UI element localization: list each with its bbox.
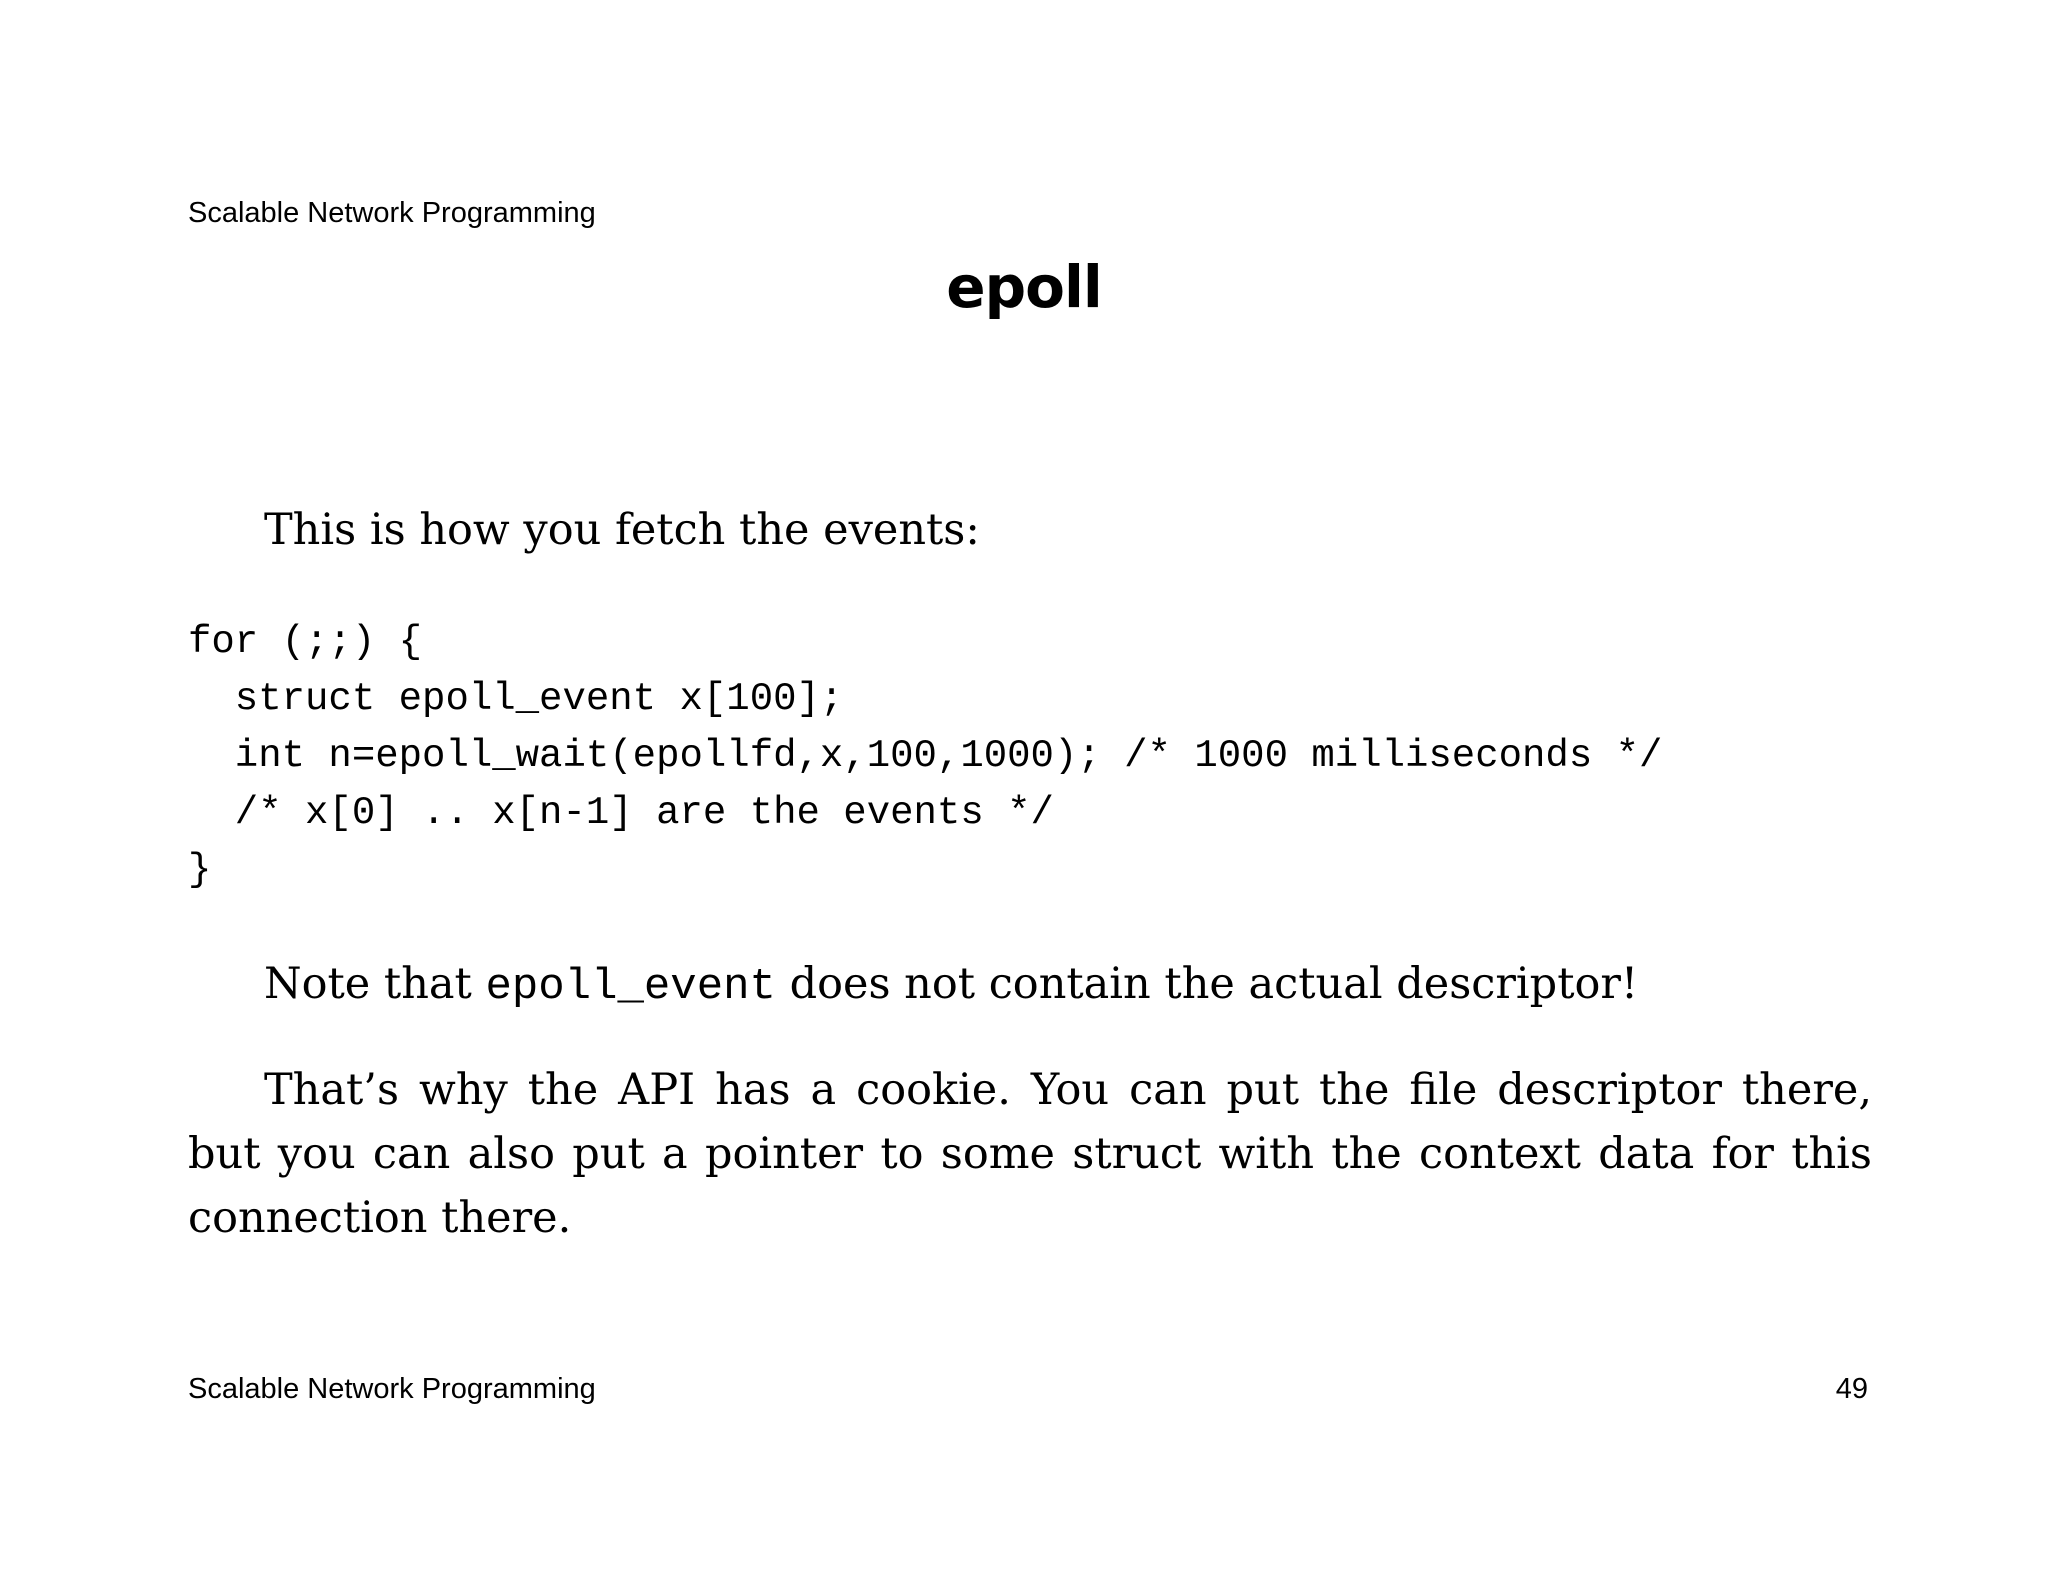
note-text-after: does not contain the actual descriptor! xyxy=(775,959,1639,1009)
running-footer: Scalable Network Programming xyxy=(188,1373,596,1405)
page-number: 49 xyxy=(1835,1373,1868,1405)
note-paragraph xyxy=(264,952,1638,1019)
slide-title: epoll xyxy=(946,253,1102,321)
intro-paragraph: This is how you fetch the events: xyxy=(264,505,980,555)
code-block xyxy=(188,614,1662,899)
inline-code-epoll-event: epoll_event xyxy=(485,962,776,1012)
code-line: } xyxy=(188,848,212,892)
code-line: /* x[0] .. x[n-1] are the events */ xyxy=(188,791,1054,835)
note-text-before: Note that xyxy=(264,959,486,1009)
explanation-paragraph: That’s why the API has a cookie. You can put the file descriptor there, but you can also put a pointer to some struct with the context data for this connection there. xyxy=(188,1065,1872,1243)
code-line: for (;;) { xyxy=(188,620,423,664)
code-line: struct epoll_event x[100]; xyxy=(188,677,844,721)
running-header: Scalable Network Programming xyxy=(188,197,596,229)
code-line: int n=epoll_wait(epollfd,x,100,1000); /* 1000 milliseconds */ xyxy=(188,734,1663,778)
